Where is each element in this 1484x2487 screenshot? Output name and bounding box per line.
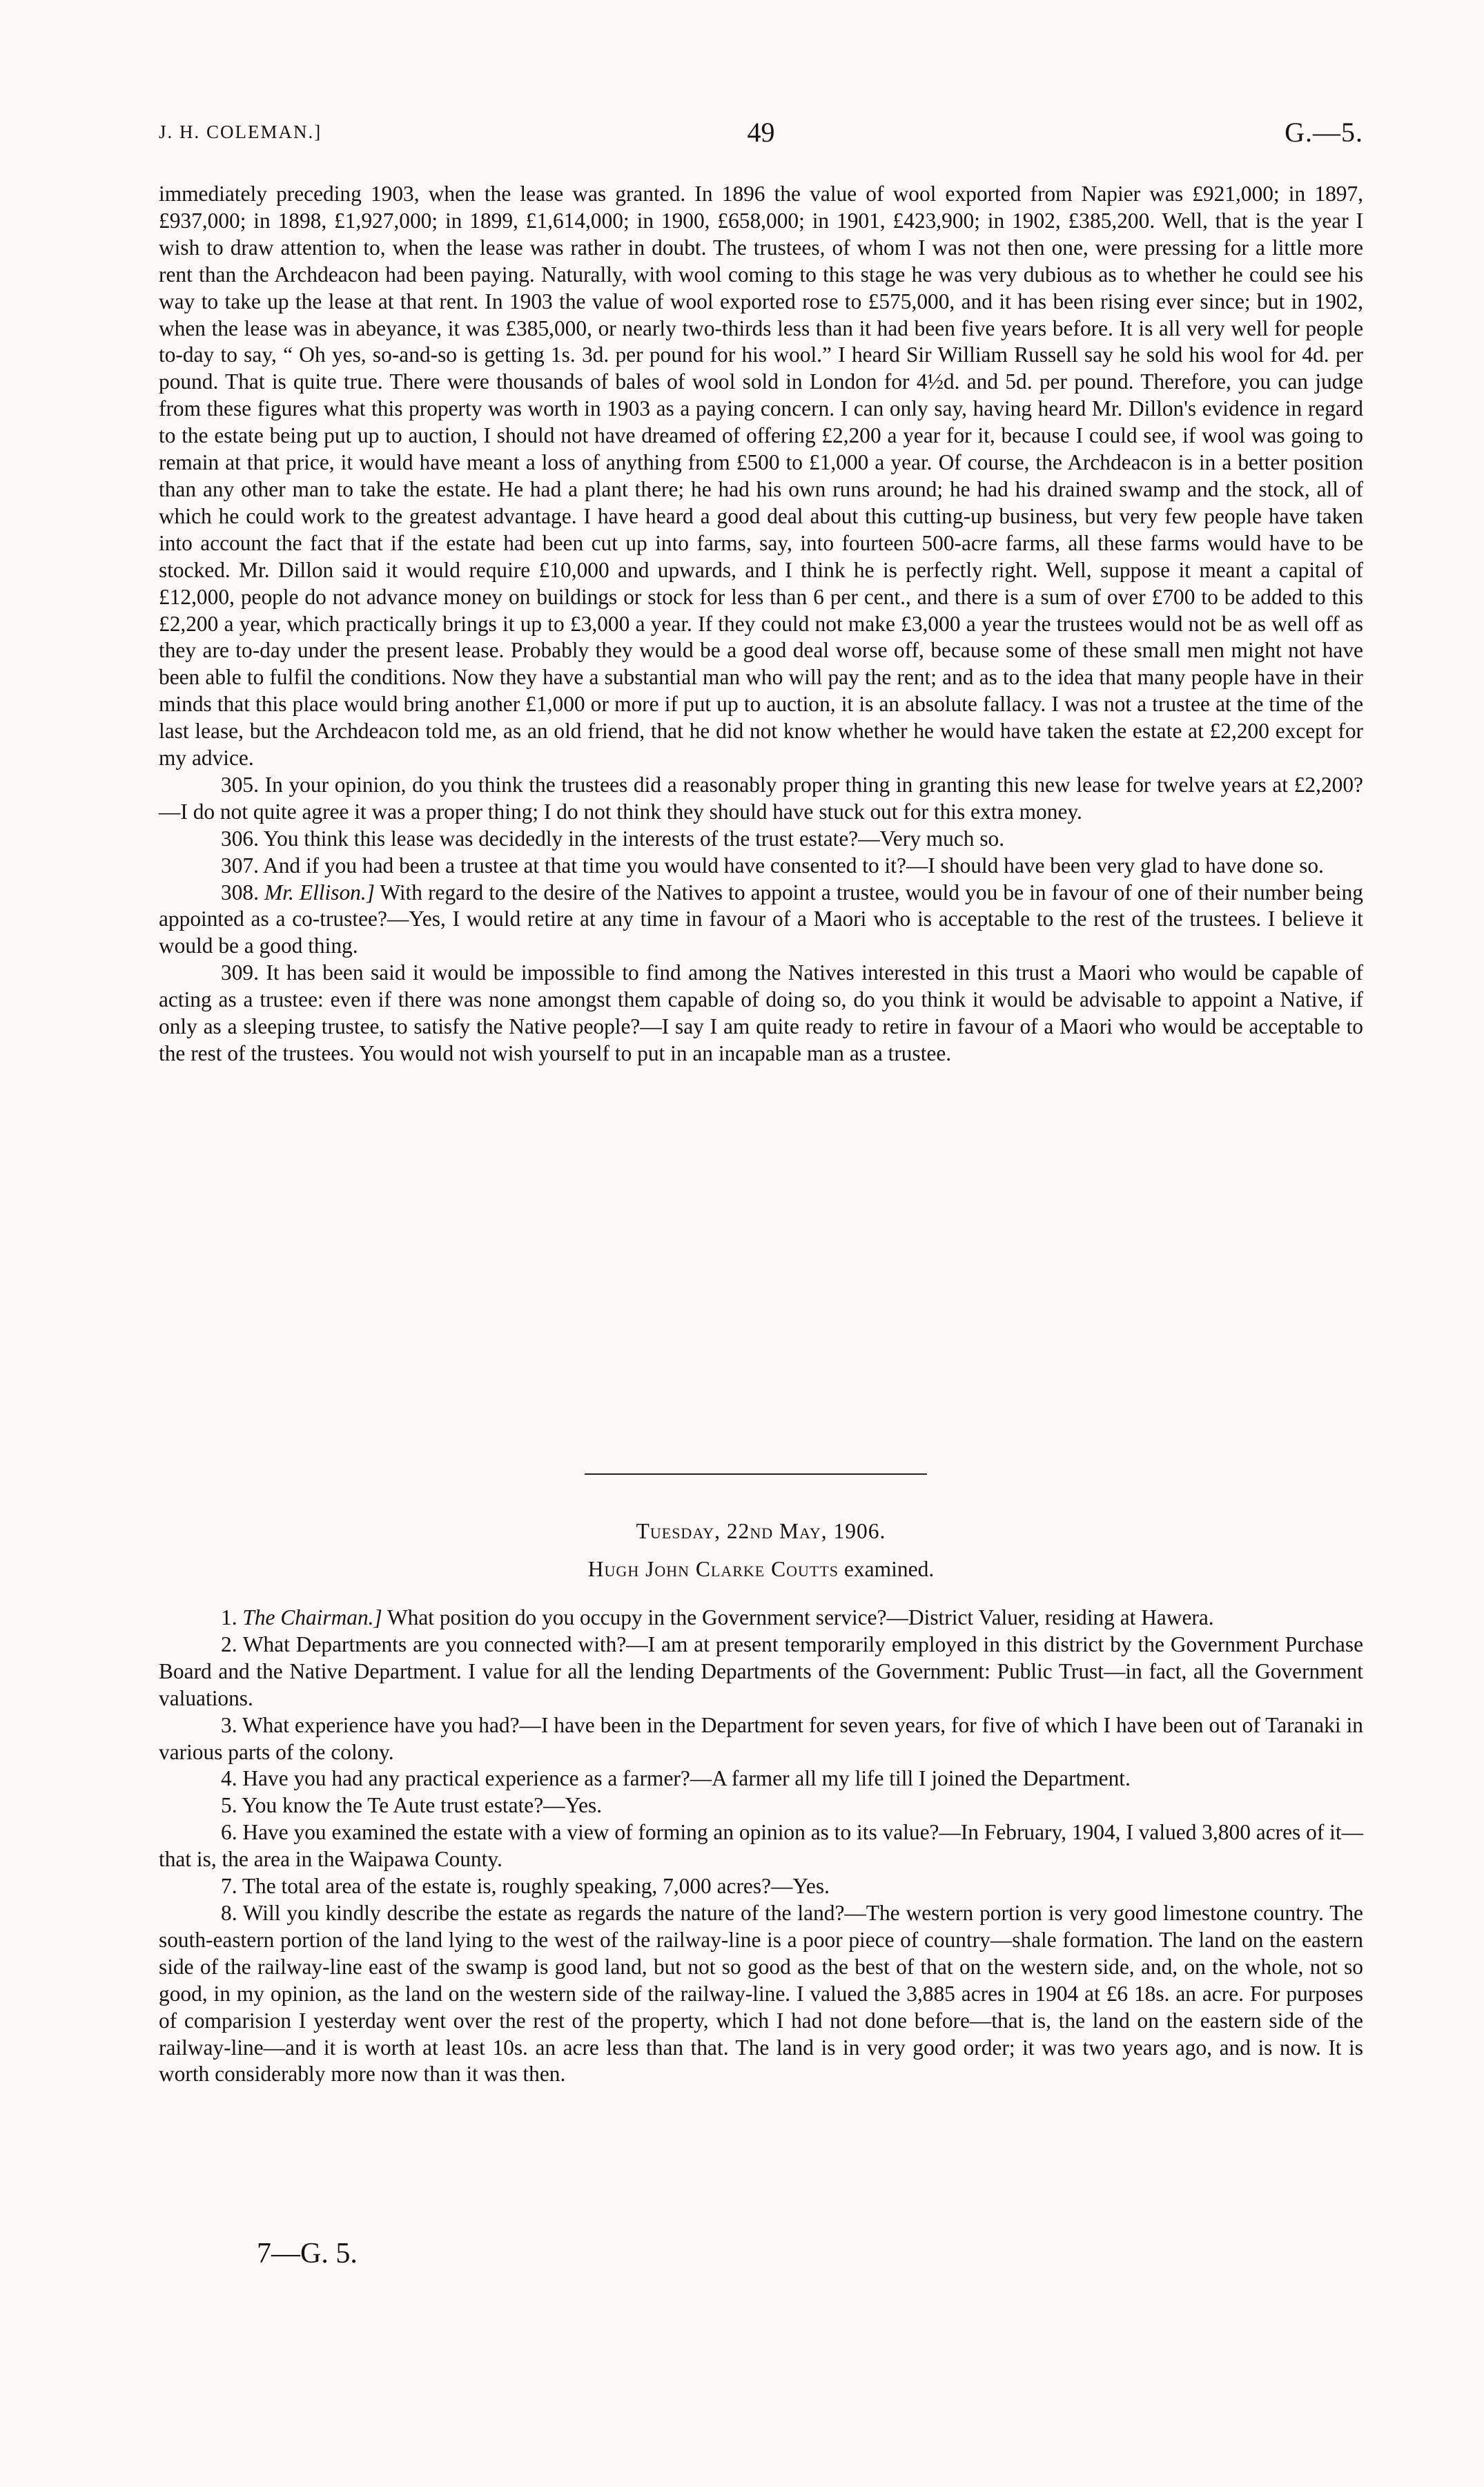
witness-name: Hugh John Clarke Coutts bbox=[587, 1557, 839, 1581]
question-8: 8. Will you kindly describe the estate as regards the nature of the land?—The western portion is very good limestone country. The south-eastern portion of the land lying to the west of the railway-line is a poor piece of country—shale formation. The land on the eastern side of the railway-line east of the swamp is good land, but not so good as the best of that on the western side, and, on the whole, not so good, in my opinion, as the land on the western side of the railway-line. I valued the 3,885 acres in 1904 at £6 18s. an acre. For purposes of comparision I yesterday went over the rest of the property, which I had not done before—that is, the land on the eastern side of the railway-line—and it is worth at least 10s. an acre less than that. The land is in very good order; it was two years ago, and is now. It is worth considerably more now than it was then. bbox=[159, 1900, 1363, 2087]
coleman-evidence bbox=[159, 181, 1363, 1067]
question-number: 1. bbox=[221, 1605, 237, 1629]
question-4: 4. Have you had any practical experience as a farmer?—A farmer all my life till I joined the Department. bbox=[221, 1766, 1131, 1791]
witness-heading bbox=[159, 1557, 1363, 1582]
question-309: 309. It has been said it would be impossible to find among the Natives interested in this trust a Maori who would be capable of acting as a trustee: even if there was none amongst them capable of doing so, do you think it would be advisable to appoint a Native, if only as a sleeping trustee, to satisfy the Native people?—I say I am quite ready to retire in favour of a Maori who would be acceptable to the rest of the trustees. You would not wish yourself to put in an incapable man as a trustee. bbox=[159, 960, 1363, 1065]
question-text: With regard to the desire of the Natives to appoint a trustee, would you be in favour of one of their number being appointed as a co-trustee?—Yes, I would retire at any time in favour of a Maori who is acceptable to the rest of the trustees. I believe it would be a good thing. bbox=[159, 880, 1363, 958]
speaker-name: Mr. Ellison.] bbox=[264, 880, 375, 904]
question-3: 3. What experience have you had?—I have been in the Department for seven years, for five of which I have been out of Taranaki in various parts of the colony. bbox=[159, 1712, 1363, 1764]
question-1 bbox=[159, 1605, 1363, 1632]
question-306: 306. You think this lease was decidedly in the interests of the trust estate?—Very much so. bbox=[221, 826, 1005, 851]
speaker-name: The Chairman.] bbox=[242, 1605, 382, 1629]
question-text: What position do you occupy in the Government service?—District Valuer, residing at Hawera. bbox=[387, 1605, 1214, 1629]
printer-signature: 7—G. 5. bbox=[257, 2238, 358, 2270]
question-2: 2. What Departments are you connected with?—I am at present temporarily employed in this district by the Government Purchase Board and the Native Department. I value for all the lending Departments of the Government: Public Trust—in fact, all the Government valuations. bbox=[159, 1632, 1363, 1710]
running-header bbox=[159, 116, 1363, 151]
question-number: 308. bbox=[221, 880, 259, 904]
witness-status: examined. bbox=[839, 1557, 935, 1581]
section-divider bbox=[585, 1473, 927, 1475]
document-reference: G.—5. bbox=[1285, 117, 1363, 148]
question-7: 7. The total area of the estate is, roughly speaking, 7,000 acres?—Yes. bbox=[221, 1874, 830, 1899]
question-6: 6. Have you examined the estate with a view of forming an opinion as to its value?—In February, 1904, I valued 3,800 acres of it—that is, the area in the Waipawa County. bbox=[159, 1820, 1363, 1872]
page-number: 49 bbox=[747, 117, 775, 148]
question-308 bbox=[159, 880, 1363, 960]
question-307: 307. And if you had been a trustee at that time you would have consented to it?—I should have been very glad to have done so. bbox=[221, 853, 1324, 878]
question-305: 305. In your opinion, do you think the trustees did a reasonably proper thing in granting this new lease for twelve years at £2,200?—I do not quite agree it was a proper thing; I do not think they should have stuck out for this extra money. bbox=[159, 772, 1363, 824]
session-date: Tuesday, 22nd May, 1906. bbox=[636, 1519, 886, 1543]
header-witness-name: J. H. COLEMAN.] bbox=[159, 122, 322, 142]
question-5: 5. You know the Te Aute trust estate?—Yes. bbox=[221, 1793, 603, 1818]
coutts-evidence bbox=[159, 1605, 1363, 2088]
continuation-paragraph: immediately preceding 1903, when the lease was granted. In 1896 the value of wool exported from Napier was £921,000; in 1897, £937,000; in 1898, £1,927,000; in 1899, £1,614,000; in 1900, £658,000; in 1901, £423,900; in 1902, £385,200. Well, that is the year I wish to draw attention to, when the lease was rather in doubt. The trustees, of whom I was not then one, were pressing for a little more rent than the Archdeacon had been paying. Naturally, with wool coming to this stage he was very dubious as to whether he could see his way to take up the lease at that rent. In 1903 the value of wool exported rose to £575,000, and it has been rising ever since; but in 1902, when the lease was in abeyance, it was £385,000, or nearly two-thirds less than it had been five years before. It is all very well for people to-day to say, “ Oh yes, so-and-so is getting 1s. 3d. per pound for his wool.” I heard Sir William Russell say he sold his wool for 4d. per pound. That is quite true. There were thousands of bales of wool sold in London for 4½d. and 5d. per pound. Therefore, you can judge from these figures what this property was worth in 1903 as a paying concern. I can only say, having heard Mr. Dillon's evidence in regard to the estate being put up to auction, I should not have dreamed of offering £2,200 a year for it, because I could see, if wool was going to remain at that price, it would have meant a loss of anything from £500 to £1,000 a year. Of course, the Archdeacon is in a better position than any other man to take the estate. He had a plant there; he had his own runs around; he had his drained swamp and the stock, all of which he could work to the greatest advantage. I have heard a good deal about this cutting-up business, but very few people have taken into account the fact that if the estate had been cut up into farms, say, into fourteen 500-acre farms, all these farms would have to be stocked. Mr. Dillon said it would require £10,000 and upwards, and I think he is perfectly right. Well, suppose it meant a capital of £12,000, people do not advance money on buildings or stock for less than 6 per cent., and there is a sum of over £700 to be added to this £2,200 a year, which practically brings it up to £3,000 a year. If they could not make £3,000 a year the trustees would not be as well off as they are to-day under the present lease. Probably they would be a good deal worse off, because some of these small men might not have been able to fulfil the conditions. Now they have a substantial man who will pay the rent; and as to the idea that many people have in their minds that this place would bring another £1,000 or more if put up to auction, it is an absolute fallacy. I was not a trustee at the time of the last lease, but the Archdeacon told me, as an old friend, that he did not know whether he would have taken the estate at £2,200 except for my advice. bbox=[159, 182, 1363, 771]
